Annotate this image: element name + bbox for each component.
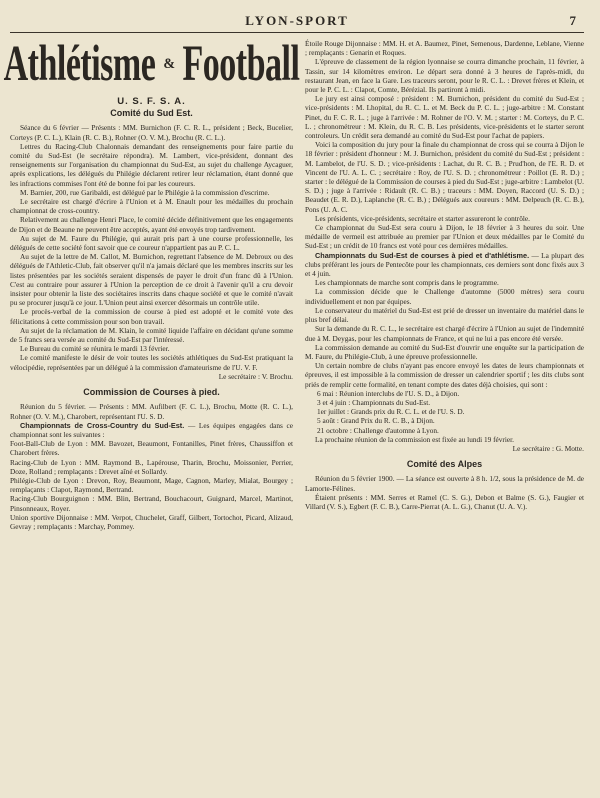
date-list-item: 5 août : Grand Prix du R. C. B., à Dijon. <box>317 416 435 426</box>
paragraph: Au sujet de la réclamation de M. Klain, le comité liquide l'affaire en décidant qu'une somme de 5 francs sera versée au comité du Sud-Est par l'intéressé. <box>10 325 293 345</box>
masthead-athletisme: Athlétisme <box>3 37 156 93</box>
date-list-item: 3 et 4 juin : Championnats du Sud-Est. <box>317 397 431 407</box>
team-entry: Foot-Ball-Club de Lyon : MM. Bavozet, Beaumont, Fontanilles, Pinet frères, Chaussiffon et Charobert frères. <box>10 439 293 458</box>
section-heading-comite-sud-est: Comité du Sud Est. <box>110 108 193 119</box>
left-column <box>3 37 300 531</box>
masthead-football: Football <box>182 37 300 93</box>
subheading-text: — La plupart des clubs préférant les jours de Pentecôte pour les championnats, ces derniers sont donc fixés aux 3 et 4 juin. <box>305 250 584 279</box>
signature: Le secrétaire : G. Motte. <box>512 443 584 453</box>
subheading-text: — Les équipes engagées dans ce championnat sont les suivantes : <box>10 420 293 439</box>
paragraph: Au sujet de la lettre de M. Callot, M. Burnichon, regrettant l'absence de M. Debroux ou des délégués de l'Athletic-Club, fait observer qu'il n'a jamais déclaré que les membres inscrits sur les listes présentées par les sociétés seraient dispensés de payer le droit d'un franc dû à l'Union. C'est au contraire pour assurer à l'Union la perception de ce droit à l'avenir qu'il a cru devoir insister pour obtenir la liste des sociétaires inscrits dans chaque société et que le comité n'avait pu se procurer jusqu'à ce jour. L'Union peut ainsi exercer désormais un contrôle utile. <box>10 252 293 308</box>
team-entry: Racing-Club Bourguignon : MM. Blin, Bertrand, Bouchacourt, Guignard, Marcel, Martinot, Pinsonneaux, Royer. <box>10 494 293 513</box>
paragraph: Le comité manifeste le désir de voir toutes les sociétés athlétiques du Sud-Est pratiquant la vélocipédie, représentées par un délégué à la commission d'amateurisme de l'U. V. F. <box>10 353 293 372</box>
paragraph <box>305 251 584 279</box>
masthead-ampersand: & <box>163 57 175 73</box>
paragraph <box>10 421 293 439</box>
right-column <box>305 39 584 531</box>
date-list-item: 6 mai : Réunion interclubs de l'U. S. D., à Dijon. <box>317 388 460 398</box>
paragraph: M. Barnier, 200, rue Garibaldi, est délégué par le Philégie à la commission d'escrime. <box>20 187 270 197</box>
paragraph: La commission demande au comité du Sud-Est d'ouvrir une enquête sur la participation de M. Faure, du Philégie-Club, à une épreuve professionnelle. <box>305 342 584 361</box>
paragraph: L'épreuve de classement de la région lyonnaise se courra dimanche prochain, 11 février, à Tassin, sur 14 kilomètres environ. Le départ sera donné à 3 heures de l'après-midi, du restaurant Jean, en face la Gare. Les traceurs seront, pour le R. C. L. : Drevet frères et Klein, et pour le P. C. L. : Clapot, Comte, Bérézial. Ils partiront à midi. <box>305 57 584 95</box>
section-heading-courses-a-pied: Commission de Courses à pied. <box>83 387 220 398</box>
paragraph: Lettres du Racing-Club Chalonnais demandant des renseignements pour faire partie du comité du Sud-Est (le secrétaire répondra). M. Lambert, vice-président, donnant des renseignements sur l'organisation du championnat du Sud-Est, au sujet du challenge Aycaguer, après explications, les délégués du Philégie déclarent retirer leur réclamation, étant donné que les infractions commises l'ont été de bonne foi par les coureurs. <box>10 141 293 188</box>
paragraph: Le Bureau du comité se réunira le mardi 13 février. <box>20 344 170 354</box>
team-entry: Étoile Rouge Dijonnaise : MM. H. et A. Baumez, Pinet, Semenous, Dardenne, Leblane, Vienne ; remplaçants : Genarin et Roques. <box>305 39 584 58</box>
paragraph: Sur la demande du R. C. L., le secrétaire est chargé d'écrire à l'Union au sujet de l'indemnité due à M. Deygas, pour les championnats de France, et qui ne lui a pas encore été versée. <box>305 324 584 343</box>
date-list-item: 1er juillet : Grands prix du R. C. L. et de l'U. S. D. <box>317 407 465 417</box>
publication-title: LYON-SPORT <box>245 13 349 28</box>
org-heading: U. S. F. S. A. <box>117 96 186 107</box>
paragraph: Le conservateur du matériel du Sud-Est est prié de dresser un inventaire du matériel dans le plus bref délai. <box>305 305 584 325</box>
paragraph: Étaient présents : MM. Serres et Ramel (C. S. G.), Debon et Balme (S. G.), Faugier et Villard (V. S.), Egbert (F. C. B.), Carre-Pierrat (A. L. G.), Chanut (U. A. V.). <box>305 492 584 511</box>
section-heading-comite-alpes: Comité des Alpes <box>406 459 483 470</box>
section-masthead <box>3 26 300 107</box>
paragraph: Séance du 6 février — Présents : MM. Burnichon (F. C. R. L., président ; Beck, Bucelier, Corteys (P. C. L.), Klain (R. C. B.), Rohner (O. V. M.), Brochu (R. C. L.). <box>10 123 293 142</box>
paragraph: La prochaine réunion de la commission est fixée au lundi 19 février. <box>315 434 514 444</box>
paragraph: Les présidents, vice-présidents, secrétaire et starter assureront le contrôle. <box>315 213 530 223</box>
paragraph: La commission décide que le Challenge d'automne (5000 mètres) sera couru individuellement et non par équipes. <box>305 287 584 306</box>
paragraph: Au sujet de M. Faure du Philégie, qui aurait pris part à une course professionnelle, les délégués de cette société font savoir que ce coureur n'appartient pas au P. C. L. <box>10 233 293 253</box>
team-entry: Racing-Club de Lyon : MM. Raymond B., Lapérouse, Tharin, Brochu, Moissonier, Perrier, Doze, Rolland ; remplaçants : Drevet aîné et Sollardy. <box>10 457 293 476</box>
signature: Le secrétaire : V. Brochu. <box>218 371 293 381</box>
team-entry: Union sportive Dijonnaise : MM. Verpot, Chuchelet, Graff, Gilbert, Tortochot, Picard, Alizaud, Gevray ; remplaçants : Marchay, Pommey. <box>10 512 293 531</box>
paragraph: Ce championnat du Sud-Est sera couru à Dijon, le 18 février à 3 heures du soir. Une médaille de vermeil est attribuée au premier par l'Union et deux médailles par le Comité du Sud-Est ; un crédit de 10 francs est voté pour ces dernières médailles. <box>305 223 584 251</box>
paragraph: Voici la composition du jury pour la finale du championnat de cross qui se courra à Dijon le 18 février : président d'honneur : M. J. Burnichon, président du comité du Sud-Est ; président : M. Lambelot, de l'U. S. D. ; vice-présidents : Lachat, du R. C. B. ; Prud'hon, de l'E. R. D. et Vincent de l'U. A. L. C. ; secrétaire : Roy, de l'U. S. D. ; chronométreur : Poillot (E. R. D.) ; starter : le délégué de la Commission de courses à pied du Sud-Est ; juge-arbitre : Lambelot (U. S. D.) ; juge à l'arrivée : Ridault (R. C. B.) ; traceurs : MM. Doyen, Raccord (U. S. D.) ; Beaudet (E. R. D.), Laplanche (R. C. B.) ; Délégués aux coureurs : MM. Delpeuch (R. C. B.), Pons (U. A. C. <box>305 140 584 214</box>
paragraph: Un certain nombre de clubs n'ayant pas encore envoyé les dates de leurs championnats et épreuves, il est impossible à la commission de dresser un calendrier sportif ; les dits clubs sont priés de remplir cette formalité, en tenant compte des dates déjà choisies, qui sont : <box>305 361 584 389</box>
page-number: 7 <box>569 13 576 28</box>
paragraph: Les championnats de marche sont compris dans le programme. <box>315 278 499 288</box>
paragraph: Réunion du 5 février 1900. — La séance est ouverte à 8 h. 1/2, sous la présidence de M. de Lamorte-Félines. <box>305 474 584 493</box>
subheading: Championnats du Sud-Est de courses à pied et d'athlétisme. <box>315 250 530 260</box>
team-entry: Philégie-Club de Lyon : Drevon, Roy, Beaumont, Mage, Cagnon, Marley, Mialat, Bourgey ; remplaçants : Clapot, Raymond, Bertrand. <box>10 475 293 495</box>
paragraph: Le procès-verbal de la commission de course à pied est adopté et le comité vote des félicitations à cette commission pour son bon travail. <box>10 307 293 326</box>
paragraph: Relativement au challenge Henri Place, le comité décide définitivement que les engagements de Dijon et de Beaune ne peuvent être acceptés, ayant été envoyés trop tardivement. <box>10 215 293 234</box>
paragraph: Réunion du 5 février. — Présents : MM. Aufilbert (F. C. L.), Brochu, Motte (R. C. L.), Rohner (O. V. M.), Charobert, représentant l'U. S. D. <box>10 402 293 421</box>
paragraph: Le jury est ainsi composé : président : M. Burnichon, président du comité du Sud-Est ; vice-présidents : M. Lhopital, du R. C. L. et M. Beck du P. C. L. ; juge-arbitre : M. Constant Pinet, du F. C. R. L. ; juge à l'arrivée : M. Rohner de l'O. V. M. ; starter : M. Corteys, du P. C. L. ; chronométreur : M. Klein, du R. C. B. Les présidents, vice-présidents et le starter seront controleurs. Un crédit sera demandé au comité du Sud-Est pour l'achat de papiers. <box>305 94 584 141</box>
subheading: Championnats de Cross-Country du Sud-Est. <box>20 420 185 430</box>
columns <box>3 37 584 531</box>
paragraph: Le secrétaire est chargé d'écrire à l'Union et à M. Enault pour les médailles du prochain championnat de cross-country. <box>10 197 293 216</box>
date-list-item: 21 octobre : Challenge d'automne à Lyon. <box>317 425 439 435</box>
